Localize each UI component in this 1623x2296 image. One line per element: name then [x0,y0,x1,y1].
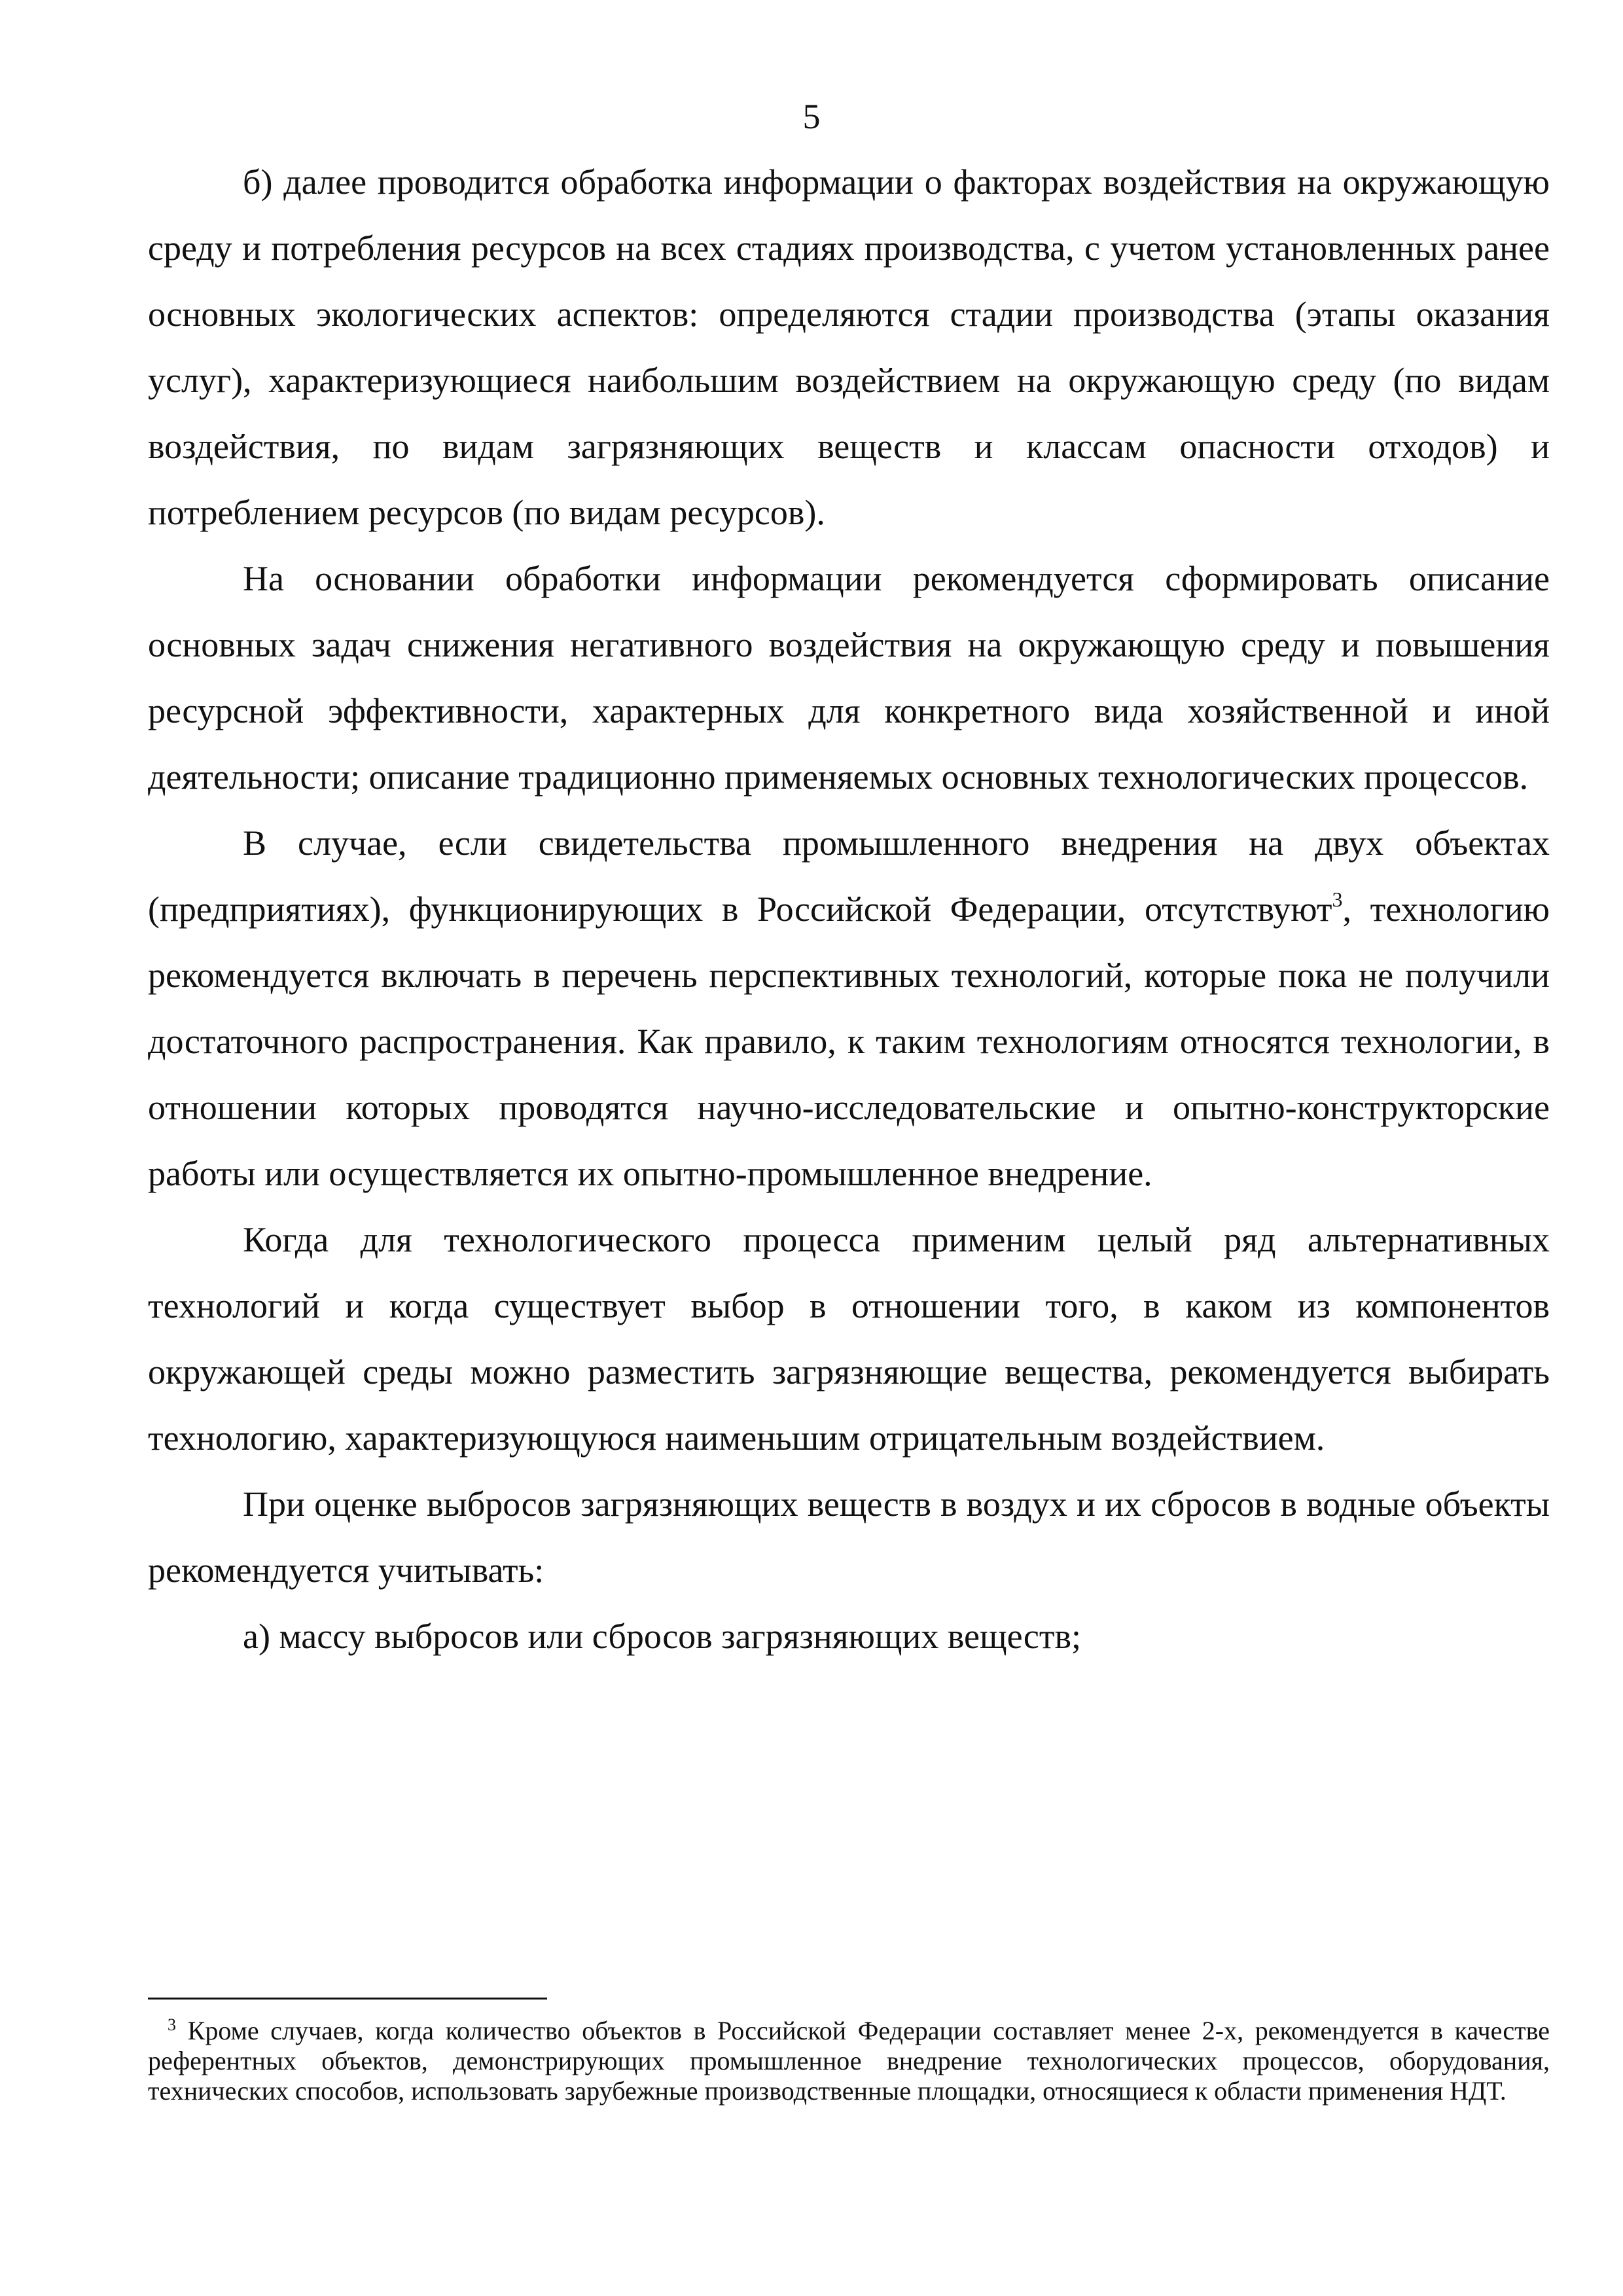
footnote [148,2016,1550,2106]
paragraph-text-after-ref: , технологию рекомендуется включать в перечень перспективных технологий, которые пока не получили достаточного распространения. Как правило, к таким технологиям относятся технологии, в отношении которых проводятся научно-исследовательские и опытно-конструкторские работы или осуществляется их опытно-промышленное внедрение. [148,889,1550,1193]
paragraph-task-description: На основании обработки информации рекомендуется сформировать описание основных задач снижения негативного воздействия на окружающую среду и повышения ресурсной эффективности, характерных для конкретного вида хозяйственной и иной деятельности; описание традиционно применяемых основных технологических процессов. [148,559,1550,797]
footnote-mark: 3 [168,2015,176,2034]
footnote-reference: 3 [1332,888,1343,911]
paragraph-prospective-technologies [148,810,1550,1207]
footnote-divider [148,1998,547,2000]
page-number: 5 [802,97,821,136]
paragraph-text-before-ref: В случае, если свидетельства промышленного внедрения на двух объектах (предприятиях), функционирующих в Российской Федерации, отсутствуют [148,823,1550,929]
paragraph-list-item-a: а) массу выбросов или сбросов загрязняющих веществ; [243,1617,1081,1656]
paragraph-stage-analysis: б) далее проводится обработка информации о факторах воздействия на окружающую среду и потребления ресурсов на всех стадиях производства, с учетом установленных ранее основных экологических аспектов: определяются стадии производства (этапы оказания услуг), характеризующиеся наибольшим воздействием на окружающую среду (по видам воздействия, по видам загрязняющих веществ и классам опасности отходов) и потреблением ресурсов (по видам ресурсов). [148,162,1550,532]
footnote-text: Кроме случаев, когда количество объектов в Российской Федерации составляет менее 2-х, рекомендуется в качестве референтных объектов, демонстрирующих промышленное внедрение технологических процессов, оборудования, технических способов, использовать зарубежные производственные площадки, относящиеся к области применения НДТ. [148,2016,1550,2106]
paragraph-alternative-technologies: Когда для технологического процесса применим целый ряд альтернативных технологий и когда существует выбор в отношении того, в каком из компонентов окружающей среды можно разместить загрязняющие вещества, рекомендуется выбирать технологию, характеризующуюся наименьшим отрицательным воздействием. [148,1220,1550,1458]
paragraph-emissions-assessment: При оценке выбросов загрязняющих веществ в воздух и их сбросов в водные объекты рекомендуется учитывать: [148,1484,1550,1590]
body-text [148,149,1550,1670]
